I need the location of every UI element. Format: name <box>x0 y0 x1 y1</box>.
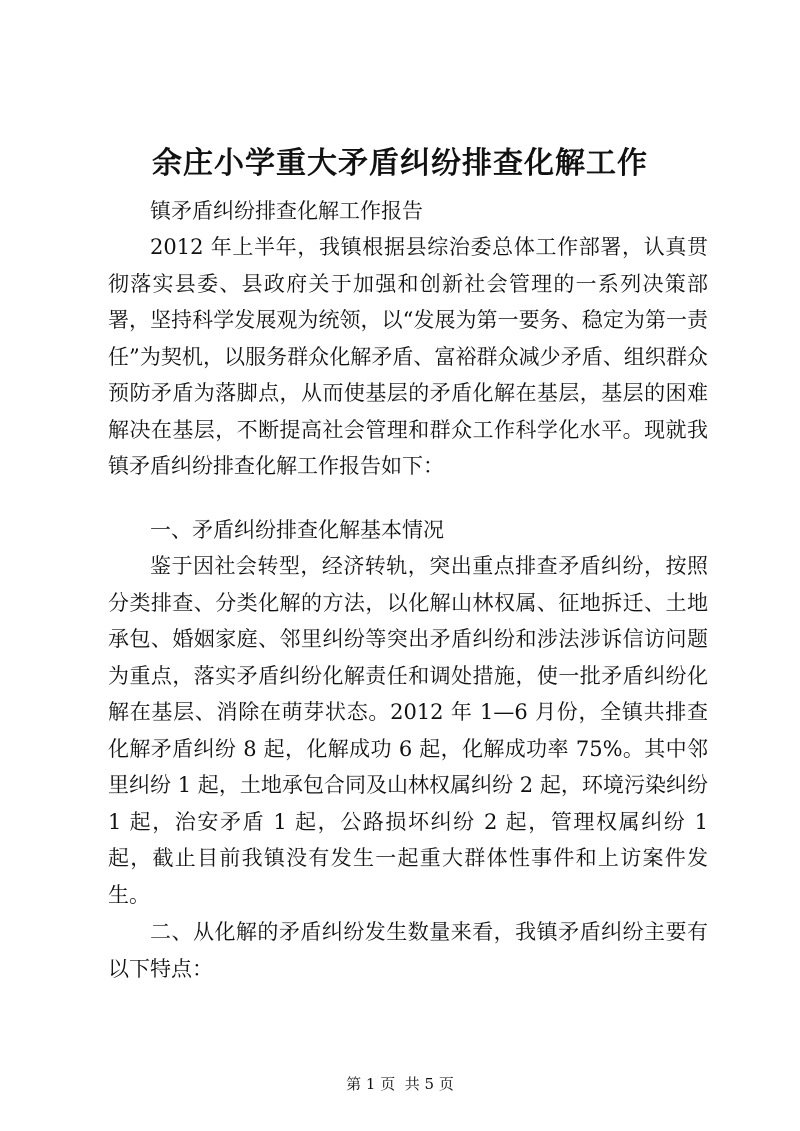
paragraph-intro <box>108 229 708 485</box>
section-heading-1 <box>108 512 708 549</box>
paragraph-text: 2012 年上半年，我镇根据县综治委总体工作部署，认真贯彻落实县委、县政府关于加强和创新社会管理的一系列决策部署，坚持科学发展观为统领，以“发展为第一要务、稳定为第一责任”为契机，以服务群众化解矛盾、富裕群众减少矛盾、组织群众预防矛盾为落脚点，从而使基层的矛盾化解在基层，基层的困难解决在基层，不断提高社会管理和群众工作科学化水平。现就我镇矛盾纠纷排查化解工作报告如下： <box>108 235 708 478</box>
paragraph-subtitle <box>108 193 708 230</box>
paragraph-text: 镇矛盾纠纷排查化解工作报告 <box>150 199 423 223</box>
paragraph-text: 鉴于因社会转型，经济转轨，突出重点排查矛盾纠纷，按照分类排查、分类化解的方法，以化解山林权属、征地拆迁、土地承包、婚姻家庭、邻里纠纷等突出矛盾纠纷和涉法涉诉信访问题为重点，落实矛盾纠纷化解责任和调处措施，使一批矛盾纠纷化解在基层、消除在萌芽状态。2012 年 1—6 月份，全镇共排查化解矛盾纠纷 8 起，化解成功 6 起，化解成功率 75%。其中邻里纠纷 1 起，土地承包合同及山林权属纠纷 2 起，环境污染纠纷 1 起，治安矛盾 1 起，公路损坏纠纷 2 起，管理权属纠纷 1 起，截止目前我镇没有发生一起重大群体性事件和上访案件发生。 <box>108 554 708 907</box>
paragraph-text: 二、从化解的矛盾纠纷发生数量来看，我镇矛盾纠纷主要有以下特点： <box>108 920 708 981</box>
page-footer: 第 1 页 共 5 页 <box>346 1075 454 1093</box>
section-heading-2 <box>108 914 708 987</box>
document-title: 余庄小学重大矛盾纠纷排查化解工作 <box>152 146 648 181</box>
paragraph-text: 一、矛盾纠纷排查化解基本情况 <box>150 518 444 542</box>
paragraph-situation <box>108 548 708 913</box>
